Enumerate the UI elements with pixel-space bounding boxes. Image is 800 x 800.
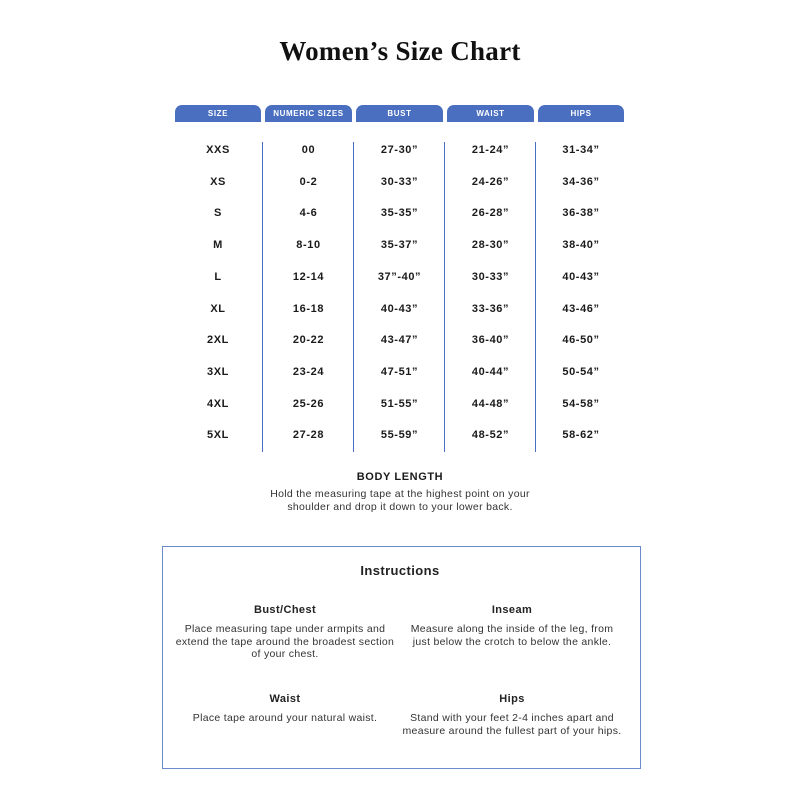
cell-numeric: 16-18 [292,303,325,315]
cell-hips: 38-40” [562,239,600,251]
cell-size: 2XL [207,334,229,346]
cell-hips: 36-38” [562,207,600,219]
cell-bust: 37”-40” [377,271,422,283]
instruction-inseam [402,603,622,648]
instruction-heading: Bust/Chest [253,604,317,616]
cell-bust: 51-55” [380,398,419,410]
column-divider [353,142,354,452]
instruction-text: Place measuring tape under armpits and extend the tape around the broadest section of your chest. [175,623,395,660]
instruction-text: Measure along the inside of the leg, from just below the crotch to below the ankle. [410,623,614,648]
cell-size: XL [210,303,226,315]
cell-hips: 31-34” [562,144,600,156]
cell-waist: 40-44” [471,366,510,378]
header-bust: BUST [356,105,443,122]
cell-numeric: 4-6 [299,207,318,219]
cell-bust: 27-30” [380,144,419,156]
cell-waist: 33-36” [471,303,510,315]
cell-size: XXS [206,144,230,156]
cell-waist: 48-52” [471,429,510,441]
cell-waist: 36-40” [471,334,510,346]
cell-hips: 50-54” [562,366,600,378]
cell-waist: 28-30” [471,239,510,251]
instruction-heading: Hips [499,693,525,705]
cell-numeric: 12-14 [292,271,325,283]
cell-bust: 35-37” [380,239,419,251]
cell-hips: 34-36” [562,176,600,188]
cell-waist: 30-33” [471,271,510,283]
cell-hips: 58-62” [562,429,600,441]
header-hips: HIPS [538,105,624,122]
header-numeric-sizes: NUMERIC SIZES [265,105,352,122]
instruction-heading: Waist [269,693,301,705]
cell-hips: 40-43” [562,271,600,283]
cell-numeric: 20-22 [292,334,325,346]
instruction-hips [402,692,622,737]
instructions-title: Instructions [360,563,440,578]
body-length-text: Hold the measuring tape at the highest point on your shoulder and drop it down to your lower back. [270,488,530,513]
body-length-title: BODY LENGTH [356,471,444,483]
instruction-text: Stand with your feet 2-4 inches apart and measure around the fullest part of your hips. [402,712,622,737]
header-waist: WAIST [447,105,534,122]
cell-size: M [213,239,223,251]
cell-numeric: 8-10 [296,239,321,251]
header-size: SIZE [175,105,261,122]
cell-bust: 35-35” [380,207,419,219]
instruction-text: Place tape around your natural waist. [192,712,378,724]
cell-bust: 47-51” [380,366,419,378]
column-divider [444,142,445,452]
cell-waist: 24-26” [471,176,510,188]
instruction-bust [175,603,395,661]
cell-hips: 54-58” [562,398,600,410]
cell-numeric: 0-2 [299,176,318,188]
instruction-heading: Inseam [491,604,533,616]
cell-waist: 26-28” [471,207,510,219]
instruction-waist [175,692,395,725]
cell-bust: 30-33” [380,176,419,188]
cell-numeric: 23-24 [292,366,325,378]
cell-size: L [214,271,222,283]
page-title: Women’s Size Chart [279,36,521,66]
cell-size: S [214,207,222,219]
cell-hips: 46-50” [562,334,600,346]
cell-size: 3XL [207,366,229,378]
cell-size: 5XL [207,429,229,441]
cell-bust: 40-43” [380,303,419,315]
cell-numeric: 25-26 [292,398,325,410]
cell-numeric: 27-28 [292,429,325,441]
cell-numeric: 00 [301,144,316,156]
cell-bust: 55-59” [380,429,419,441]
cell-waist: 21-24” [471,144,510,156]
cell-size: 4XL [207,398,229,410]
column-divider [262,142,263,452]
cell-waist: 44-48” [471,398,510,410]
cell-hips: 43-46” [562,303,600,315]
column-divider [535,142,536,452]
cell-size: XS [210,176,226,188]
cell-bust: 43-47” [380,334,419,346]
